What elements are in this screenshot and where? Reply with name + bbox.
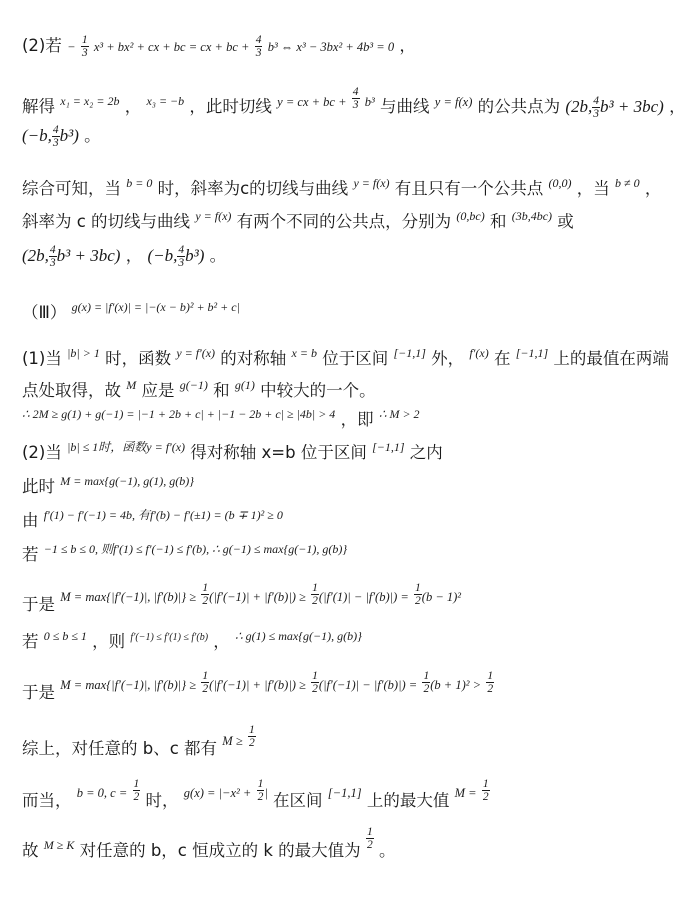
line-case2-d: 若 $^{-1 \le b \le 0, 则f'(1) \le f'(-1) \le f'(b), \therefore g(-1) \le max\{g(-1), g(b)\}}$ <box>22 542 348 564</box>
line-conclusion-1: 综上，对任意的 b、c 都有 $^{M \ge}$ $\frac{1}{2}$ <box>22 724 255 758</box>
fraction: $\frac{4}{3}$ <box>49 244 56 269</box>
fraction: $\frac{1}{2}$ <box>257 778 264 803</box>
line-part2-condition: (2)若 − $\frac{1}{3}$ x³ + bx² + cx + bc = cx + bc + $\frac{4}{3}$ b³ ⇔ x³ − 3bx² + 4b³ = 0 ， <box>22 34 416 59</box>
fraction: $\frac{1}{2}$ <box>487 670 494 695</box>
line-case2-g: 于是 $^{M = max\{|f'(-1)|, |f'(b)|\} \ge}$ $\frac{1}{2}$ $^{(|f'(-1)| + |f'(b)|) \ge}$ $\frac{1}{2}$ $^{(|f'(-1)| - |f'(b)|) =}$ $\frac{1}{2}$ $^{(b + 1)^2 >}$ $\frac{1}{2}$ <box>22 670 494 702</box>
line-case2-f: 若 $^{0 \le b \le 1}$ ，则 $^{f'(-1) \le f'(1) \le f'(b)}$ ， $^{\therefore g(1) \le max\{g(-1), g(b)\}}$ <box>22 629 362 651</box>
line-conclusion-3: 故 $^{M \ge K}$ 对任意的 b，c 恒成立的 k 的最大值为 $\frac{1}{2}$ 。 <box>22 826 396 860</box>
line-case2-e: 于是 $^{M = max\{|f'(-1)|, |f'(b)|\} \ge}$ $\frac{1}{2}$ $^{(|f'(-1)| + |f'(b)|) \ge}$ $\frac{1}{2}$ $^{(|f'(1)| - |f'(b)|) =}$ $\frac{1}{2}$ $^{(b - 1)^2}$ <box>22 582 462 614</box>
line-summary-3: (2b, $\frac{4}{3}$ b³ + 3bc) ， (−b, $\frac{4}{3}$ b³) 。 <box>22 244 227 269</box>
fraction: $\frac{1}{3}$ <box>81 34 88 59</box>
fraction: $\frac{4}{3}$ <box>178 244 185 269</box>
fraction: $\frac{1}{2}$ <box>415 582 421 607</box>
line-summary-2: 斜率为 c 的切线与曲线 $^{y = f(x)}$ 有两个不同的公共点，分别为 $^{(0,bc)}$ 和 $^{(3b,4bc)}$ 或 <box>22 209 574 231</box>
line-case2-b: 此时 $^{M = max\{g(-1), g(1), g(b)\}}$ <box>22 474 195 496</box>
line-roots: 解得 $^{x_1 = x_2 = 2b}$ ， $^{x_3 = -b}$ ，此时切线 $^{y = cx + bc +}$ $\frac{4}{3}$ $^{b^3}$ 与曲线 $^{y = f(x)}$ 的公共点为 (2b, $\frac{4}{3}$ b³ + 3bc) ， <box>22 86 686 120</box>
fraction: $\frac{1}{2}$ <box>312 670 318 695</box>
fraction: $\frac{1}{2}$ <box>202 582 209 607</box>
fraction: $\frac{4}{3}$ <box>352 86 359 111</box>
fraction: $\frac{1}{2}$ <box>423 670 430 695</box>
line-second-point: (−b, $\frac{4}{3}$ b³) 。 <box>22 124 101 149</box>
line-part3-heading: （Ⅲ） $^{g(x) = |f'(x)| = |-(x - b)^2 + b^2 + c|}$ <box>22 300 240 322</box>
fraction: $\frac{1}{2}$ <box>312 582 318 607</box>
line-case2-c: 由 $^{f'(1) - f'(-1) = 4b, 有f'(b) - f'(\pm 1) = (b \mp 1)^2 \ge 0}$ <box>22 508 283 530</box>
line-case1-a: (1)当 $^{|b| > 1}$ 时，函数 $^{y = f'(x)}$ 的对称轴 $^{x = b}$ 位于区间 [−1,1] 外， $^{f'(x)}$ 在 [−1,1] 上的最值在两端 <box>22 346 669 368</box>
fraction: $\frac{1}{2}$ <box>366 826 373 851</box>
fraction: $\frac{4}{3}$ <box>255 34 262 59</box>
line-case2-a: (2)当 $^{|b| \le 1时,函数y = f'(x)}$ 得对称轴 x=b 位于区间 [−1,1] 之内 <box>22 440 443 462</box>
line-conclusion-2: 而当， $^{b = 0, c =}$ $\frac{1}{2}$ 时， $^{g(x) = |-x^2 +}$ $\frac{1}{2}$ | 在区间 [−1,1] 上的最大值 $^{M =}$ $\frac{1}{2}$ <box>22 778 489 810</box>
fraction: $\frac{1}{2}$ <box>202 670 209 695</box>
fraction: $\frac{1}{2}$ <box>133 778 140 803</box>
line-case1-b: 点处取得，故 $^M$ 应是 $^{g(-1)}$ 和 $^{g(1)}$ 中较大的一个。 <box>22 378 376 400</box>
fraction: $\frac{4}{3}$ <box>52 124 59 149</box>
fraction: $\frac{1}{2}$ <box>248 724 255 749</box>
line-summary-1: 综合可知，当 $^{b = 0}$ 时，斜率为c的切线与曲线 $^{y = f(x)}$ 有且只有一个公共点 $^{(0,0)}$ ，当 $^{b \ne 0}$ ， <box>22 176 662 198</box>
line-case1-c: $^{\therefore 2M \ge g(1) + g(-1) = |-1 + 2b + c| + |-1 - 2b + c| \ge |4b| > 4}$ ，即 $^{\therefore M > 2}$ <box>22 407 420 429</box>
fraction: $\frac{1}{2}$ <box>482 778 489 803</box>
fraction: $\frac{4}{3}$ <box>593 95 600 120</box>
